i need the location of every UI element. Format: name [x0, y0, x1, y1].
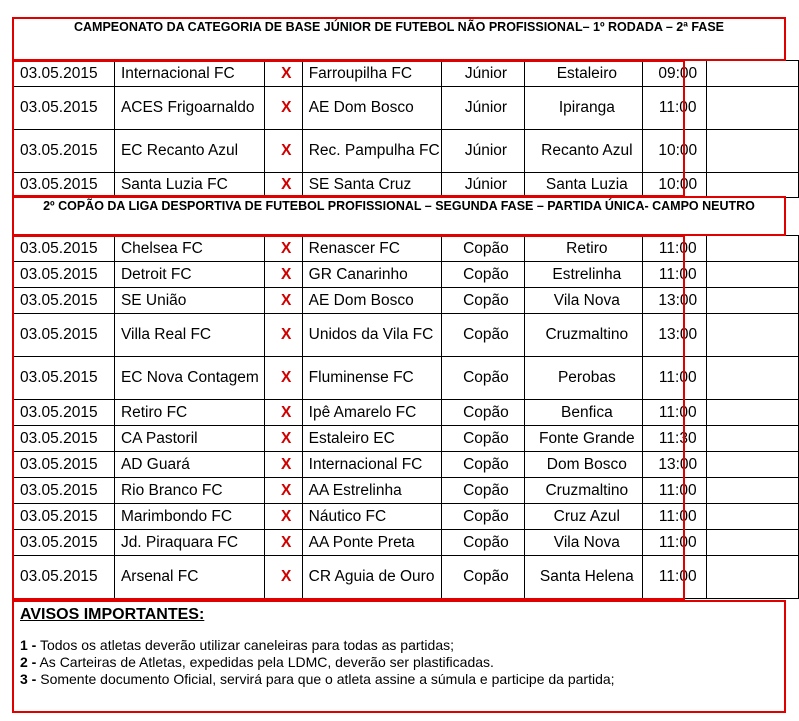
- match-row: [14, 357, 799, 400]
- match-venue: Ipiranga: [525, 87, 643, 130]
- home-team: AD Guará: [114, 452, 264, 478]
- notice-item: [20, 637, 778, 654]
- match-time: 13:00: [643, 288, 707, 314]
- match-row: [14, 452, 799, 478]
- match-date: 03.05.2015: [14, 452, 115, 478]
- match-category: Júnior: [441, 87, 525, 130]
- match-date: 03.05.2015: [14, 173, 115, 198]
- match-venue: Dom Bosco: [525, 452, 643, 478]
- match-venue: Estaleiro: [525, 61, 643, 87]
- away-team: AA Ponte Preta: [302, 530, 441, 556]
- away-team: AE Dom Bosco: [302, 87, 441, 130]
- versus-mark: X: [264, 314, 302, 357]
- away-team: AA Estrelinha: [302, 478, 441, 504]
- match-time: 11:00: [643, 530, 707, 556]
- home-team: Villa Real FC: [114, 314, 264, 357]
- home-team: Arsenal FC: [114, 556, 264, 599]
- match-time: 11:00: [643, 400, 707, 426]
- match-time: 11:00: [643, 504, 707, 530]
- match-date: 03.05.2015: [14, 478, 115, 504]
- home-team: Internacional FC: [114, 61, 264, 87]
- match-time: 11:00: [643, 357, 707, 400]
- versus-mark: X: [264, 288, 302, 314]
- away-team: Estaleiro EC: [302, 426, 441, 452]
- empty-cell: [707, 400, 799, 426]
- versus-mark: X: [264, 236, 302, 262]
- match-time: 13:00: [643, 452, 707, 478]
- match-category: Júnior: [441, 61, 525, 87]
- match-date: 03.05.2015: [14, 357, 115, 400]
- versus-mark: X: [264, 61, 302, 87]
- match-category: Copão: [441, 478, 525, 504]
- match-category: Júnior: [441, 130, 525, 173]
- away-team: Farroupilha FC: [302, 61, 441, 87]
- match-category: Copão: [441, 504, 525, 530]
- match-venue: Estrelinha: [525, 262, 643, 288]
- match-category: Copão: [441, 426, 525, 452]
- match-row: [14, 288, 799, 314]
- notice-item-number: 2 -: [20, 654, 37, 670]
- away-team: Internacional FC: [302, 452, 441, 478]
- home-team: CA Pastoril: [114, 426, 264, 452]
- match-category: Copão: [441, 288, 525, 314]
- home-team: Detroit FC: [114, 262, 264, 288]
- versus-mark: X: [264, 556, 302, 599]
- away-team: Renascer FC: [302, 236, 441, 262]
- section2-table: [13, 235, 799, 599]
- empty-cell: [707, 426, 799, 452]
- empty-cell: [707, 556, 799, 599]
- versus-mark: X: [264, 130, 302, 173]
- versus-mark: X: [264, 504, 302, 530]
- home-team: Retiro FC: [114, 400, 264, 426]
- match-row: [14, 400, 799, 426]
- match-venue: Recanto Azul: [525, 130, 643, 173]
- home-team: Jd. Piraquara FC: [114, 530, 264, 556]
- away-team: Unidos da Vila FC: [302, 314, 441, 357]
- match-venue: Cruzmaltino: [525, 314, 643, 357]
- empty-cell: [707, 530, 799, 556]
- match-category: Copão: [441, 400, 525, 426]
- empty-cell: [707, 262, 799, 288]
- empty-cell: [707, 173, 799, 198]
- match-time: 11:00: [643, 87, 707, 130]
- section1-title: [12, 17, 786, 61]
- match-time: 11:00: [643, 262, 707, 288]
- empty-cell: [707, 357, 799, 400]
- match-venue: Santa Luzia: [525, 173, 643, 198]
- away-team: Rec. Pampulha FC: [302, 130, 441, 173]
- match-date: 03.05.2015: [14, 130, 115, 173]
- away-team: AE Dom Bosco: [302, 288, 441, 314]
- notice-item: [20, 671, 778, 688]
- section2-title: [12, 196, 786, 236]
- match-date: 03.05.2015: [14, 400, 115, 426]
- home-team: Rio Branco FC: [114, 478, 264, 504]
- empty-cell: [707, 314, 799, 357]
- versus-mark: X: [264, 173, 302, 198]
- match-category: Copão: [441, 314, 525, 357]
- section1-title-text: CAMPEONATO DA CATEGORIA DE BASE JÚNIOR DE FUTEBOL NÃO PROFISSIONAL– 1º RODADA – 2ª FASE: [74, 20, 724, 34]
- match-venue: Fonte Grande: [525, 426, 643, 452]
- section1-table: [13, 60, 799, 198]
- match-category: Copão: [441, 556, 525, 599]
- match-venue: Santa Helena: [525, 556, 643, 599]
- match-category: Copão: [441, 357, 525, 400]
- match-category: Copão: [441, 530, 525, 556]
- versus-mark: X: [264, 400, 302, 426]
- match-row: [14, 236, 799, 262]
- match-venue: Cruzmaltino: [525, 478, 643, 504]
- notice-list: [20, 637, 778, 688]
- versus-mark: X: [264, 426, 302, 452]
- away-team: Ipê Amarelo FC: [302, 400, 441, 426]
- home-team: ACES Frigoarnaldo: [114, 87, 264, 130]
- home-team: EC Nova Contagem: [114, 357, 264, 400]
- empty-cell: [707, 478, 799, 504]
- match-date: 03.05.2015: [14, 314, 115, 357]
- match-row: [14, 130, 799, 173]
- notice-item-text: As Carteiras de Atletas, expedidas pela LDMC, deverão ser plastificadas.: [36, 654, 494, 670]
- empty-cell: [707, 61, 799, 87]
- versus-mark: X: [264, 530, 302, 556]
- match-time: 11:00: [643, 556, 707, 599]
- match-category: Copão: [441, 452, 525, 478]
- match-row: [14, 173, 799, 198]
- match-date: 03.05.2015: [14, 288, 115, 314]
- notice-item-number: 3 -: [20, 671, 37, 687]
- match-row: [14, 262, 799, 288]
- versus-mark: X: [264, 357, 302, 400]
- match-date: 03.05.2015: [14, 262, 115, 288]
- match-date: 03.05.2015: [14, 87, 115, 130]
- match-row: [14, 314, 799, 357]
- match-time: 11:30: [643, 426, 707, 452]
- match-date: 03.05.2015: [14, 61, 115, 87]
- empty-cell: [707, 236, 799, 262]
- match-category: Copão: [441, 262, 525, 288]
- match-time: 11:00: [643, 236, 707, 262]
- match-time: 09:00: [643, 61, 707, 87]
- empty-cell: [707, 504, 799, 530]
- empty-cell: [707, 288, 799, 314]
- versus-mark: X: [264, 478, 302, 504]
- section2-title-text: 2º COPÃO DA LIGA DESPORTIVA DE FUTEBOL PROFISSIONAL – SEGUNDA FASE – PARTIDA ÚNICA- CAMPO NEUTRO: [43, 199, 755, 213]
- versus-mark: X: [264, 262, 302, 288]
- match-row: [14, 61, 799, 87]
- home-team: Chelsea FC: [114, 236, 264, 262]
- match-venue: Perobas: [525, 357, 643, 400]
- away-team: Fluminense FC: [302, 357, 441, 400]
- match-time: 10:00: [643, 173, 707, 198]
- match-venue: Retiro: [525, 236, 643, 262]
- match-time: 13:00: [643, 314, 707, 357]
- match-date: 03.05.2015: [14, 426, 115, 452]
- home-team: Santa Luzia FC: [114, 173, 264, 198]
- notice-item-text: Somente documento Oficial, servirá para que o atleta assine a súmula e participe da partida;: [36, 671, 615, 687]
- match-venue: Vila Nova: [525, 288, 643, 314]
- home-team: Marimbondo FC: [114, 504, 264, 530]
- match-category: Copão: [441, 236, 525, 262]
- empty-cell: [707, 130, 799, 173]
- notice-item-number: 1 -: [20, 637, 37, 653]
- match-row: [14, 504, 799, 530]
- match-date: 03.05.2015: [14, 530, 115, 556]
- empty-cell: [707, 452, 799, 478]
- match-date: 03.05.2015: [14, 556, 115, 599]
- match-date: 03.05.2015: [14, 504, 115, 530]
- empty-cell: [707, 87, 799, 130]
- match-category: Júnior: [441, 173, 525, 198]
- match-time: 11:00: [643, 478, 707, 504]
- match-venue: Cruz Azul: [525, 504, 643, 530]
- versus-mark: X: [264, 87, 302, 130]
- match-time: 10:00: [643, 130, 707, 173]
- notice-box: [12, 600, 786, 713]
- match-row: [14, 556, 799, 599]
- away-team: GR Canarinho: [302, 262, 441, 288]
- match-row: [14, 530, 799, 556]
- match-date: 03.05.2015: [14, 236, 115, 262]
- away-team: Náutico FC: [302, 504, 441, 530]
- notice-title: AVISOS IMPORTANTES:: [20, 606, 205, 623]
- match-venue: Vila Nova: [525, 530, 643, 556]
- notice-item: [20, 654, 778, 671]
- away-team: CR Aguia de Ouro: [302, 556, 441, 599]
- home-team: SE União: [114, 288, 264, 314]
- match-row: [14, 478, 799, 504]
- match-row: [14, 87, 799, 130]
- match-row: [14, 426, 799, 452]
- notice-item-text: Todos os atletas deverão utilizar caneleiras para todas as partidas;: [36, 637, 454, 653]
- match-venue: Benfica: [525, 400, 643, 426]
- home-team: EC Recanto Azul: [114, 130, 264, 173]
- away-team: SE Santa Cruz: [302, 173, 441, 198]
- versus-mark: X: [264, 452, 302, 478]
